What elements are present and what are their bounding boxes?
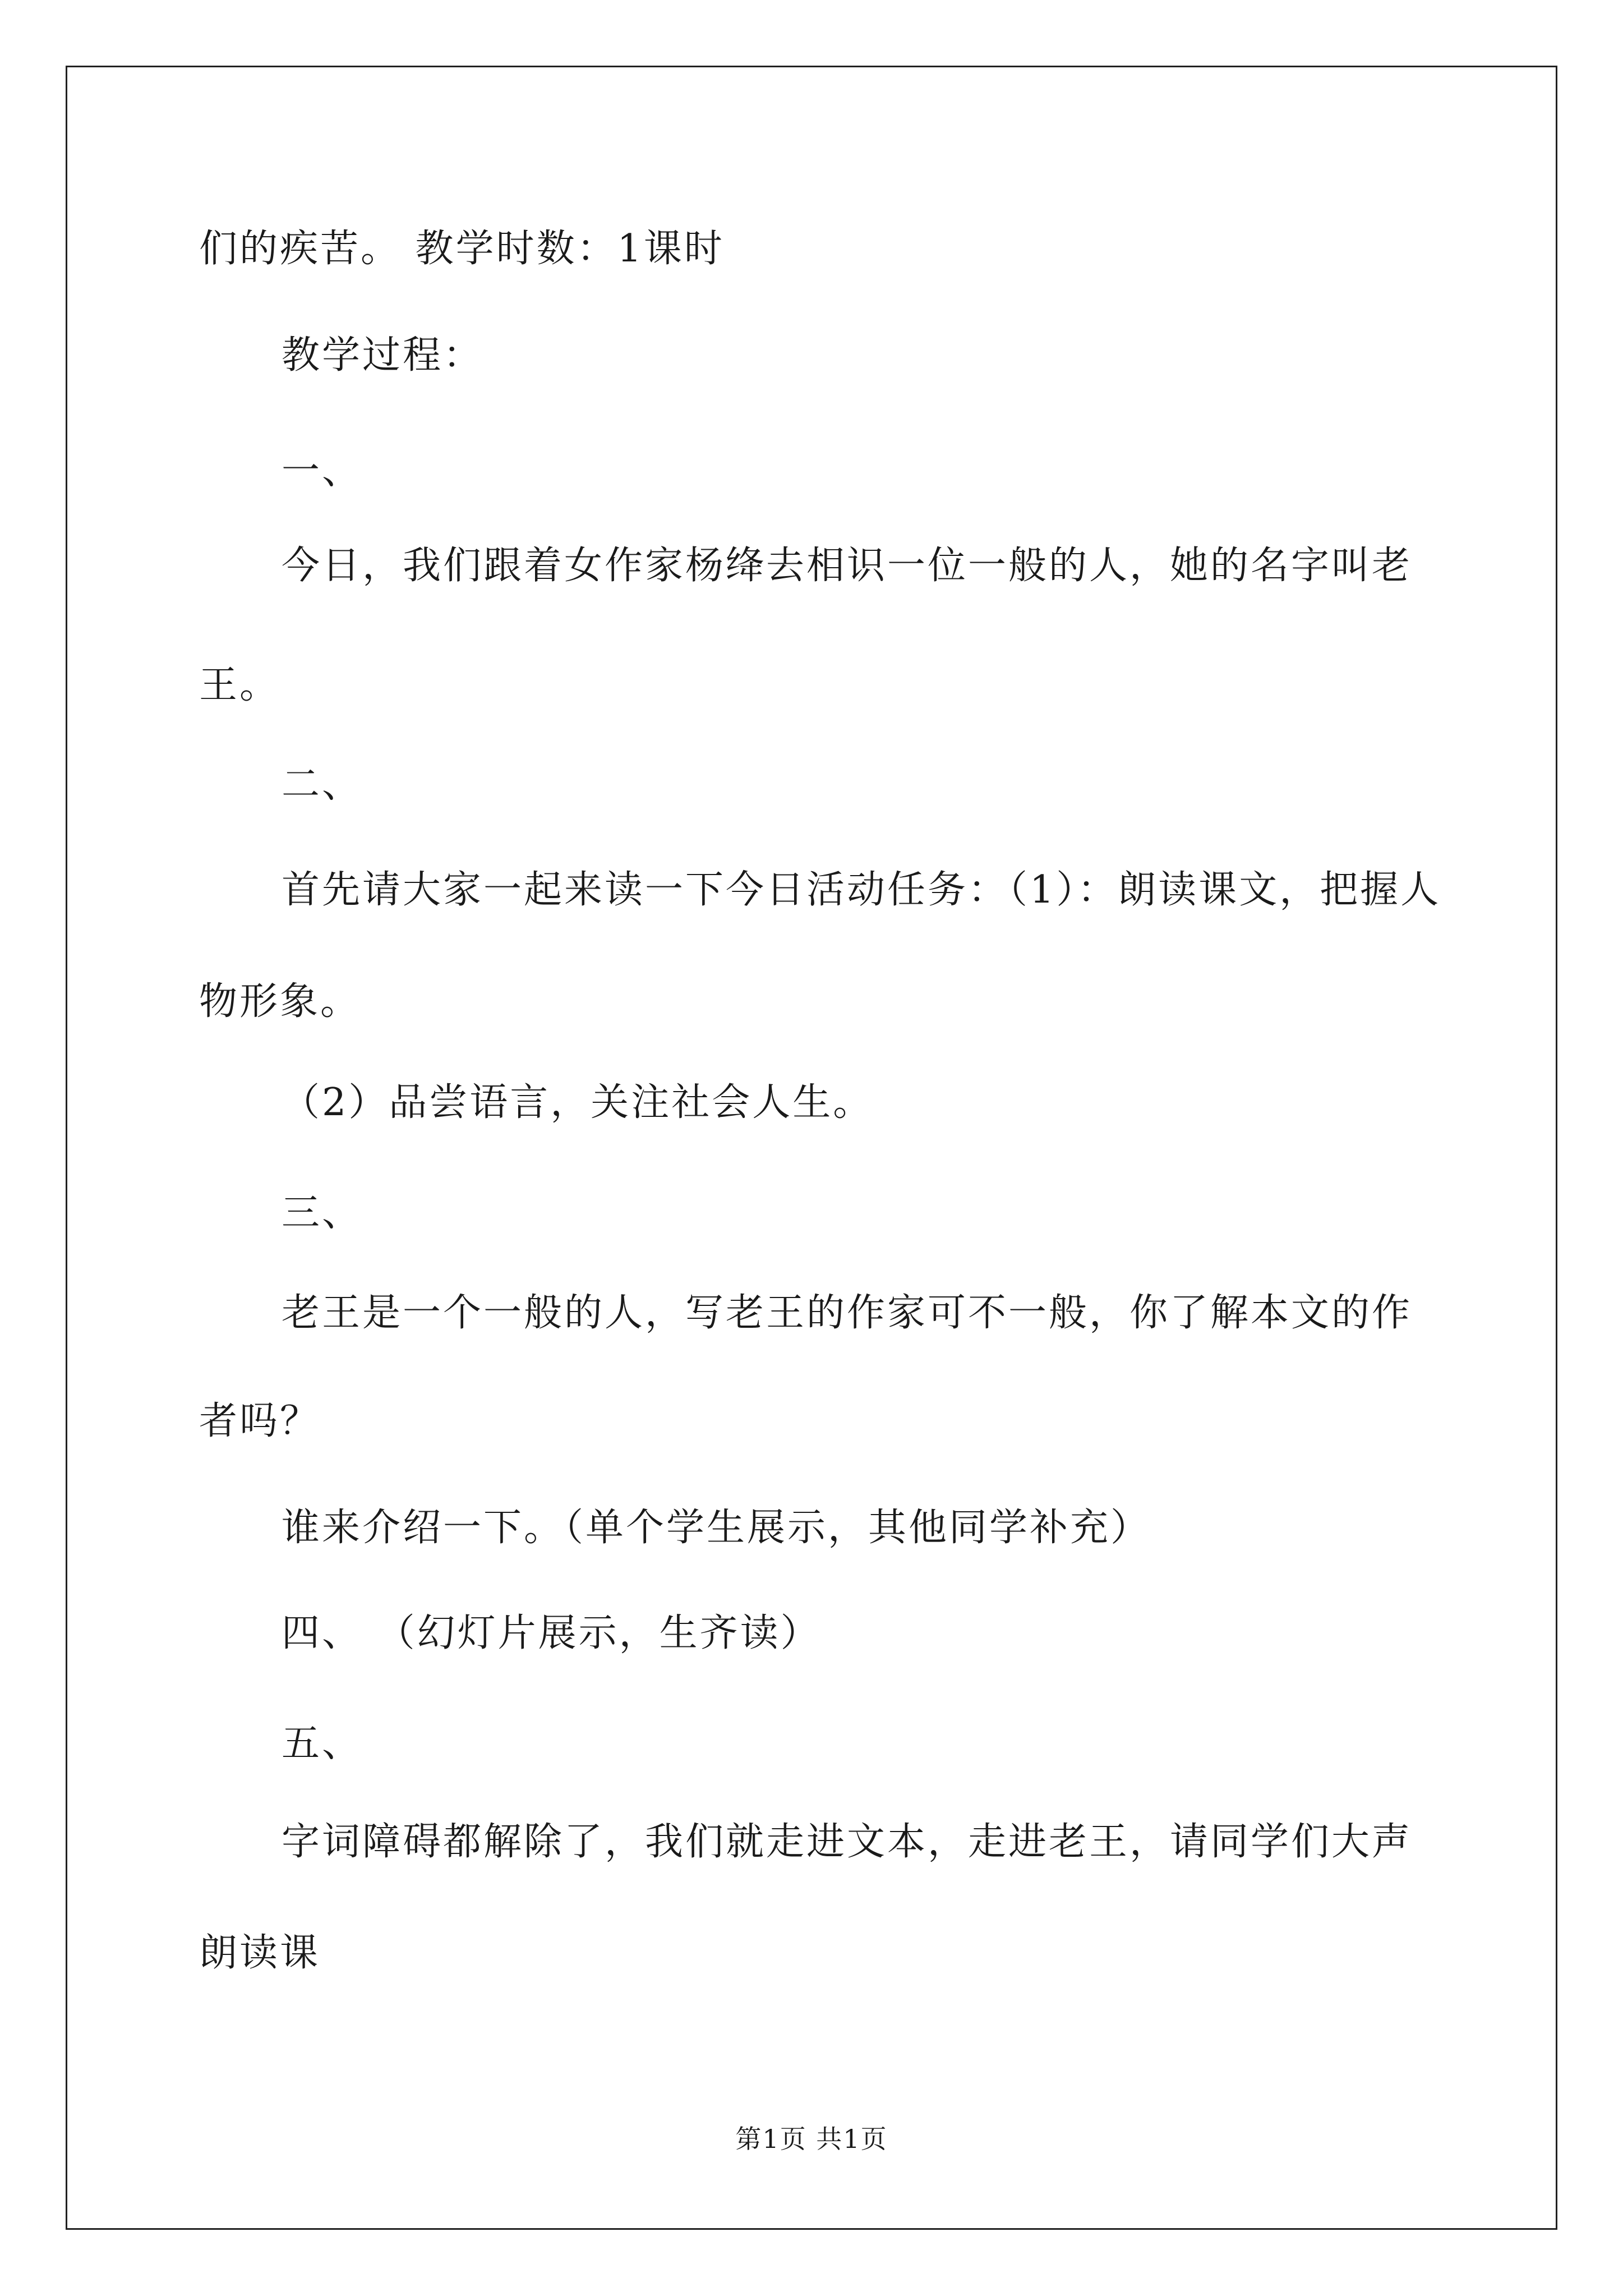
text-line-6: 二、 [282,762,363,807]
text-line-15: 五、 [282,1722,363,1766]
text-line-2: 教学过程： [282,333,484,378]
text-line-11: 老王是一个一般的人，写老王的作家可不一般，你了解本文的作 [282,1291,1413,1335]
text-line-16: 字词障碍都解除了，我们就走进文本，走进老王，请同学们大声 [282,1820,1413,1864]
text-line-7: 首先请大家一起来读一下今日活动任务：（1）：朗读课文，把握人 [282,868,1441,912]
page-number-footer: 第1页 共1页 [735,2124,888,2154]
text-line-14: 四、 （幻灯片展示，生齐读） [282,1611,821,1655]
text-line-17: 朗读课 [199,1931,321,1975]
text-line-4: 今日，我们跟着女作家杨绛去相识一位一般的人，她的名字叫老 [282,544,1413,588]
text-line-12: 者吗？ [199,1399,321,1443]
page-border [66,66,1557,2230]
text-line-5: 王。 [199,663,280,707]
text-line-10: 三、 [282,1191,363,1235]
text-line-8: 物形象。 [199,979,361,1024]
text-line-13: 谁来介绍一下。（单个学生展示，其他同学补充） [282,1506,1151,1550]
text-line-1: 们的疾苦。 教学时数：1课时 [199,227,725,271]
text-line-9: （2）品尝语言，关注社会人生。 [282,1080,874,1125]
text-line-3: 一、 [282,449,363,493]
